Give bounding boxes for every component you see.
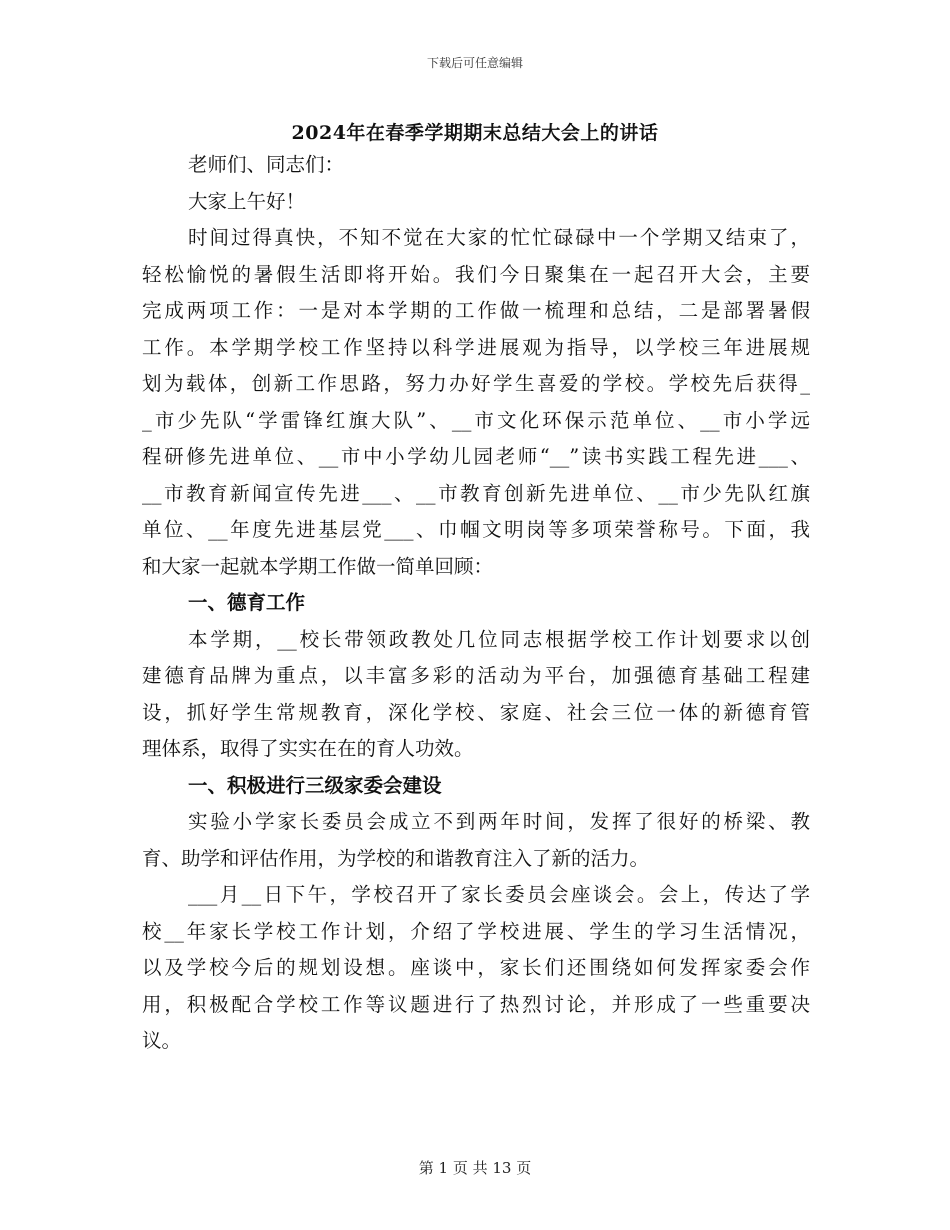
document-body bbox=[142, 147, 810, 1060]
paragraph-line: 工作。本学期学校工作坚持以科学进展观为指导，以学校三年进展规 bbox=[142, 335, 810, 359]
page-number-footer: 第 1 页 共 13 页 bbox=[418, 1159, 532, 1177]
paragraph-line: 程研修先进单位、__市中小学幼儿园老师“__”读书实践工程先进___、 bbox=[142, 445, 810, 468]
paragraph-line: 理体系，取得了实实在在的育人功效。 bbox=[142, 737, 474, 760]
salutation-line: 老师们、同志们： bbox=[188, 153, 345, 176]
greeting-line: 大家上午好！ bbox=[188, 189, 306, 213]
paragraph-line: 设，抓好学生常规教育，深化学校、家庭、社会三位一体的新德育管 bbox=[142, 700, 810, 724]
paragraph-line: 实验小学家长委员会成立不到两年时间，发挥了很好的桥梁、教 bbox=[188, 810, 810, 833]
section-heading: 一、积极进行三级家委会建设 bbox=[188, 773, 442, 797]
paragraph-line: 时间过得真快，不知不觉在大家的忙忙碌碌中一个学期又结束了， bbox=[188, 226, 810, 249]
document-title: 2024年在春季学期期末总结大会上的讲话 bbox=[291, 122, 659, 144]
paragraph-line: 完成两项工作：一是对本学期的工作做一梳理和总结，二是部署暑假 bbox=[142, 299, 810, 322]
paragraph-line: 和大家一起就本学期工作做一简单回顾： bbox=[142, 554, 494, 578]
paragraph-line: 划为载体，创新工作思路，努力办好学生喜爱的学校。学校先后获得_ bbox=[142, 372, 810, 395]
section-heading: 一、德育工作 bbox=[188, 591, 306, 614]
paragraph-line: 以及学校今后的规划设想。座谈中，家长们还围绕如何发挥家委会作 bbox=[142, 956, 810, 979]
paragraph-line: 建德育品牌为重点，以丰富多彩的活动为平台，加强德育基础工程建 bbox=[142, 664, 810, 687]
paragraph-line: 轻松愉悦的暑假生活即将开始。我们今日聚集在一起召开大会，主要 bbox=[142, 262, 810, 286]
paragraph-line: 用，积极配合学校工作等议题进行了热烈讨论，并形成了一些重要决 bbox=[142, 992, 810, 1016]
paragraph-line: 单位、__年度先进基层党___、巾帼文明岗等多项荣誉称号。下面，我 bbox=[142, 518, 810, 541]
header-note: 下载后可任意编辑 bbox=[426, 56, 523, 70]
paragraph-line: ___月__日下午，学校召开了家长委员会座谈会。会上，传达了学 bbox=[188, 883, 810, 906]
paragraph-line: 校__年家长学校工作计划，介绍了学校进展、学生的学习生活情况， bbox=[142, 919, 810, 943]
paragraph-line: 育、助学和评估作用，为学校的和谐教育注入了新的活力。 bbox=[142, 846, 650, 870]
paragraph-line: 本学期，__校长带领政教处几位同志根据学校工作计划要求以创 bbox=[188, 627, 810, 651]
paragraph-line: 议。 bbox=[142, 1029, 182, 1052]
paragraph-line: _市少先队“学雷锋红旗大队”、__市文化环保示范单位、__市小学远 bbox=[142, 408, 810, 432]
paragraph-line: __市教育新闻宣传先进___、__市教育创新先进单位、__市少先队红旗 bbox=[142, 481, 810, 505]
